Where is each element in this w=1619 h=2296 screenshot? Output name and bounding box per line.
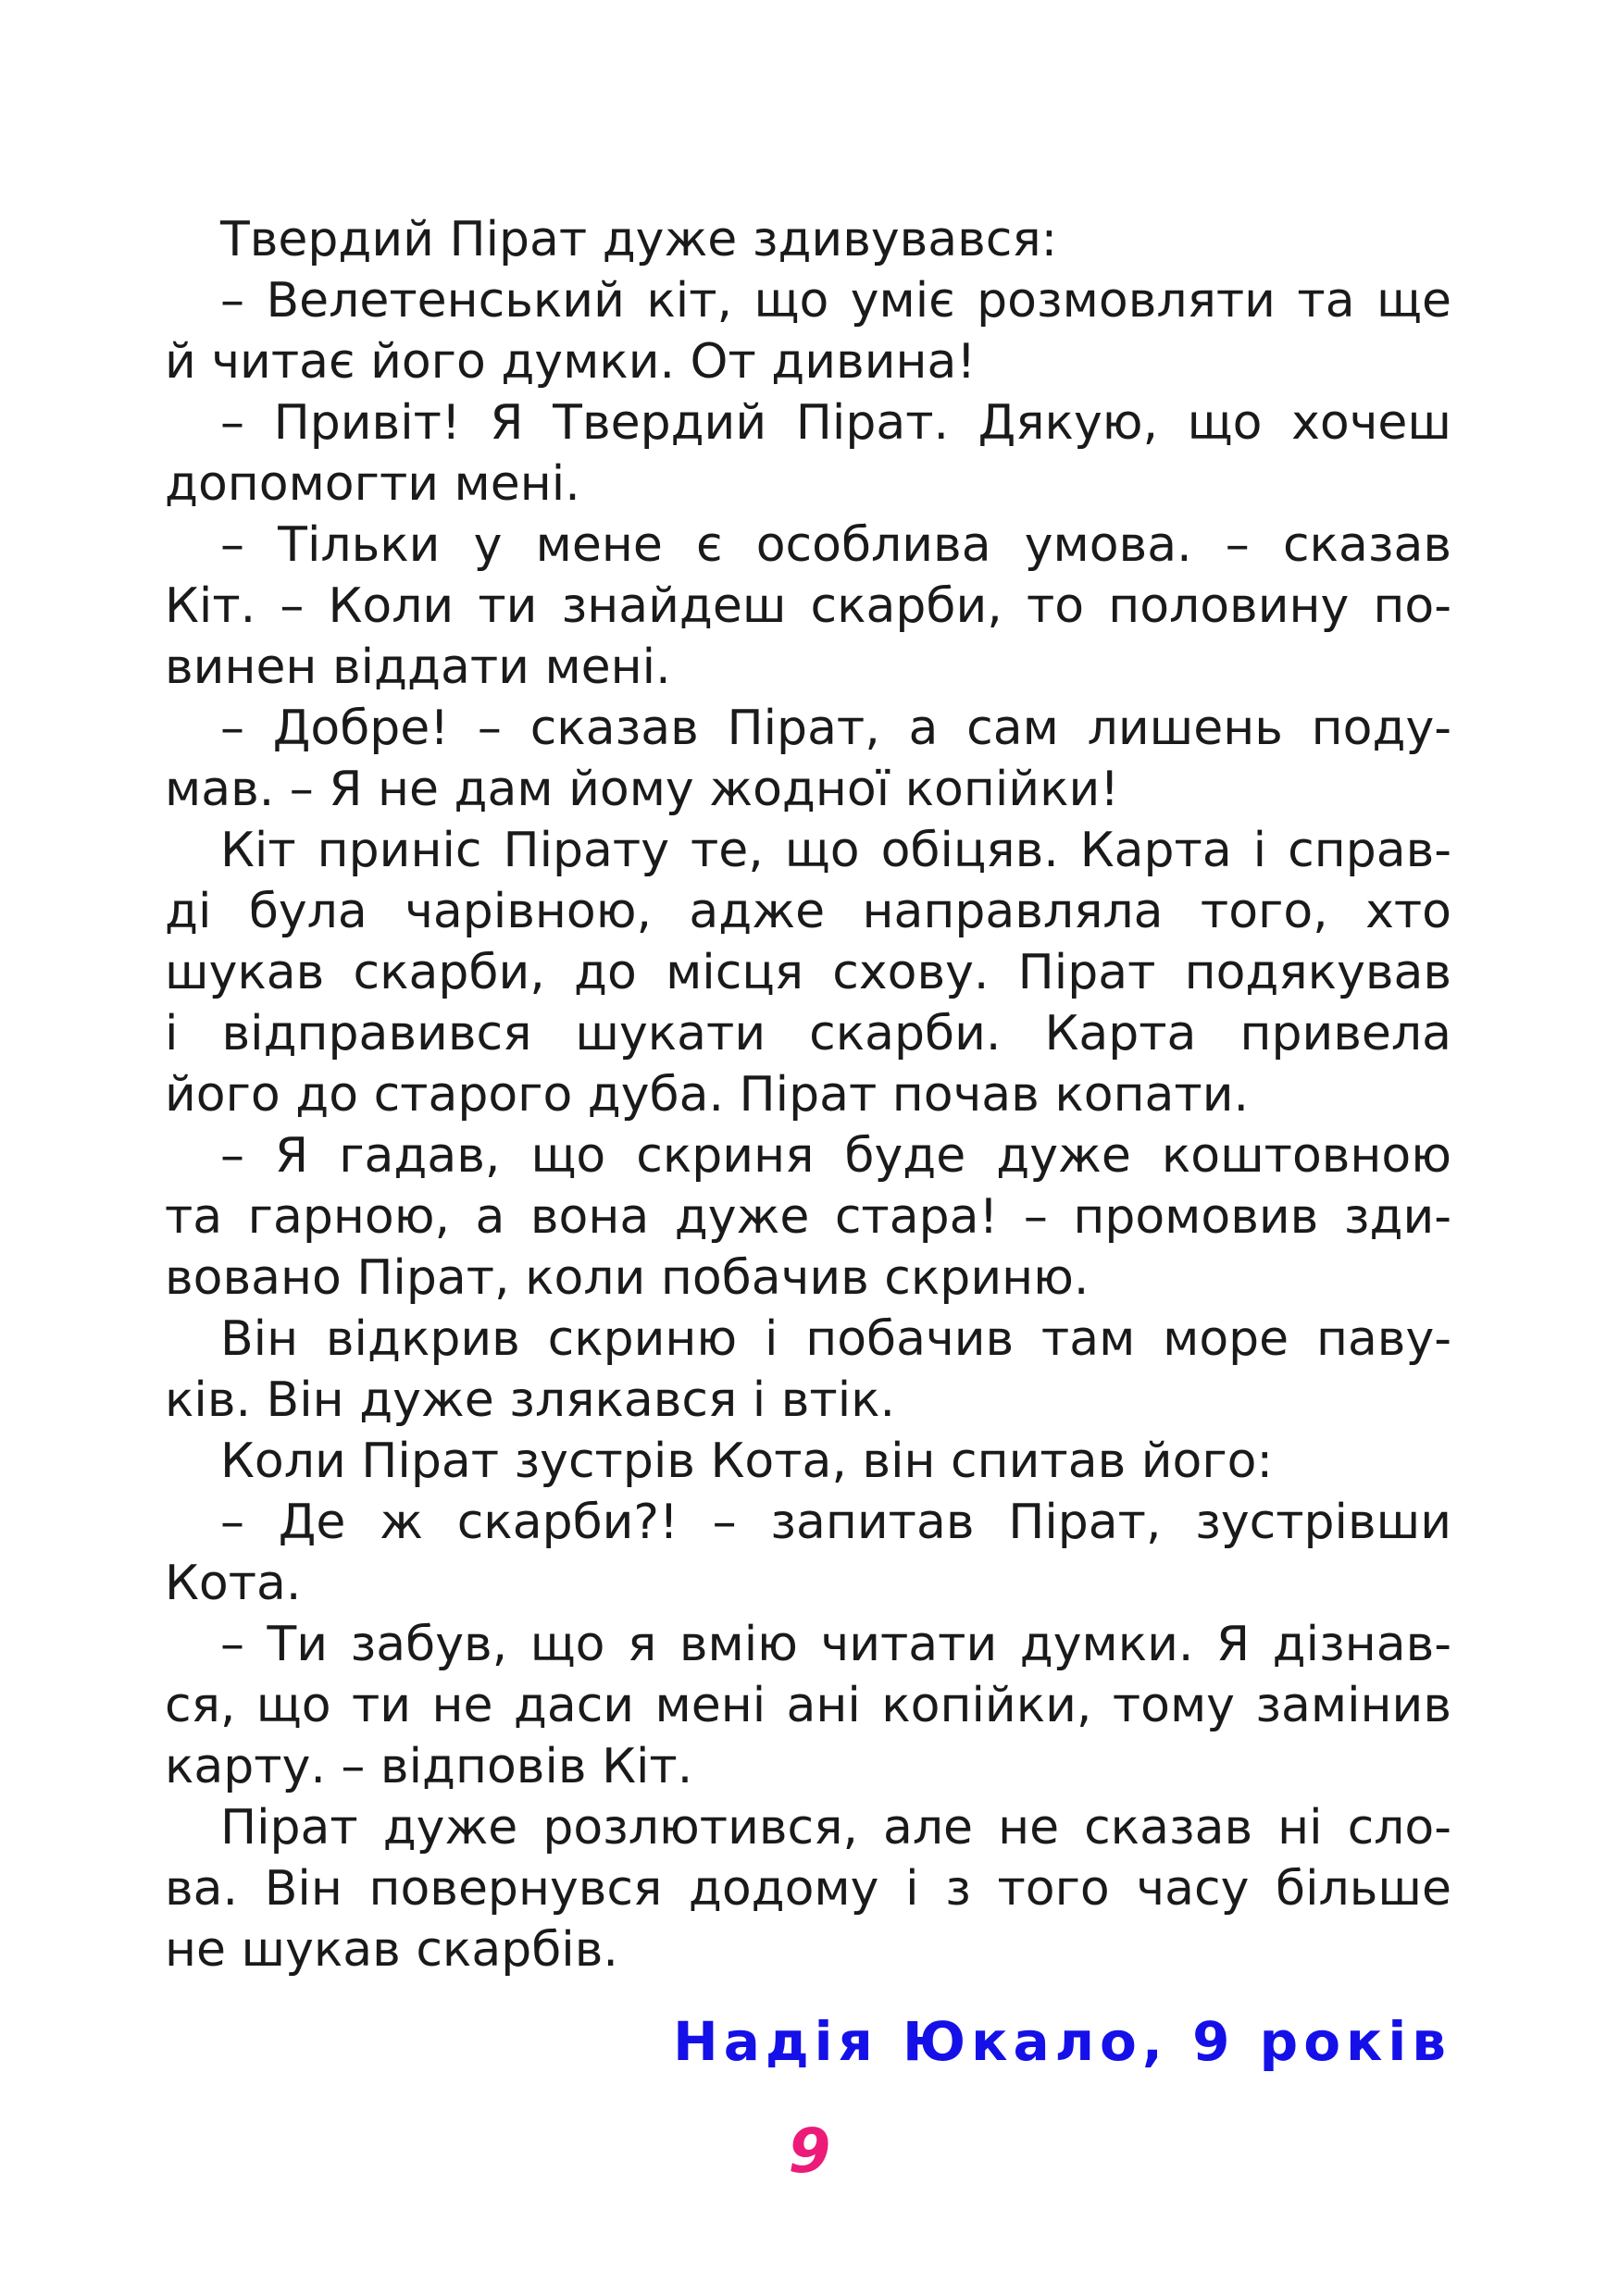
- story-line: – Добре! – сказав Пірат, а сам лишень поду-: [220, 701, 1451, 756]
- story-line: вовано Пірат, коли побачив скриню.: [165, 1250, 1090, 1306]
- story-line: його до старого дуба. Пірат почав копати.: [165, 1067, 1250, 1123]
- story-line: Пірат дуже розлютився, але не сказав ні сло-: [220, 1800, 1451, 1855]
- page-number: 9: [788, 2116, 831, 2187]
- story-line: – Привіт! Я Твердий Пірат. Дякую, що хочеш: [220, 395, 1451, 451]
- story-line: ків. Він дуже злякався і втік.: [165, 1372, 896, 1428]
- story-line: карту. – відповів Кіт.: [165, 1739, 693, 1794]
- story-line: допомогти мені.: [165, 456, 580, 512]
- story-line: не шукав скарбів.: [165, 1922, 618, 1978]
- story-line: – Я гадав, що скриня буде дуже коштовною: [220, 1128, 1451, 1184]
- story-line: Кота.: [165, 1556, 302, 1611]
- story-line: Коли Пірат зустрів Кота, він спитав його:: [220, 1433, 1274, 1489]
- story-line: Кіт приніс Пірату те, що обіцяв. Карта і справ-: [220, 823, 1451, 878]
- story-line: та гарною, а вона дуже стара! – промовив зди-: [165, 1189, 1451, 1245]
- story-line: ся, що ти не даси мені ані копійки, тому замінив: [165, 1678, 1451, 1733]
- story-line: – Ти забув, що я вмію читати думки. Я дізнав-: [220, 1617, 1451, 1672]
- story-line: – Велетенський кіт, що уміє розмовляти та ще: [220, 273, 1451, 329]
- story-line: Він відкрив скриню і побачив там море паву-: [220, 1311, 1451, 1367]
- author-signature: Надія Юкало, 9 років: [673, 2010, 1451, 2073]
- story-line: – Де ж скарби?! – запитав Пірат, зустрівши: [220, 1495, 1451, 1550]
- story-text: [165, 209, 1451, 1980]
- story-line: Кіт. – Коли ти знайдеш скарби, то половину по-: [165, 578, 1451, 634]
- story-line: й читає його думки. От дивина!: [165, 334, 977, 390]
- story-line: Твердий Пірат дуже здивувався:: [220, 212, 1058, 267]
- story-line: шукав скарби, до місця схову. Пірат подякував: [165, 945, 1451, 1000]
- story-line: – Тільки у мене є особлива умова. – сказав: [220, 517, 1451, 573]
- story-line: винен віддати мені.: [165, 639, 671, 695]
- story-line: ва. Він повернувся додому і з того часу більше: [165, 1861, 1451, 1917]
- story-line: ді була чарівною, адже направляла того, хто: [165, 884, 1451, 939]
- story-line: мав. – Я не дам йому жодної копійки!: [165, 762, 1120, 817]
- story-line: і відправився шукати скарби. Карта привела: [165, 1006, 1451, 1061]
